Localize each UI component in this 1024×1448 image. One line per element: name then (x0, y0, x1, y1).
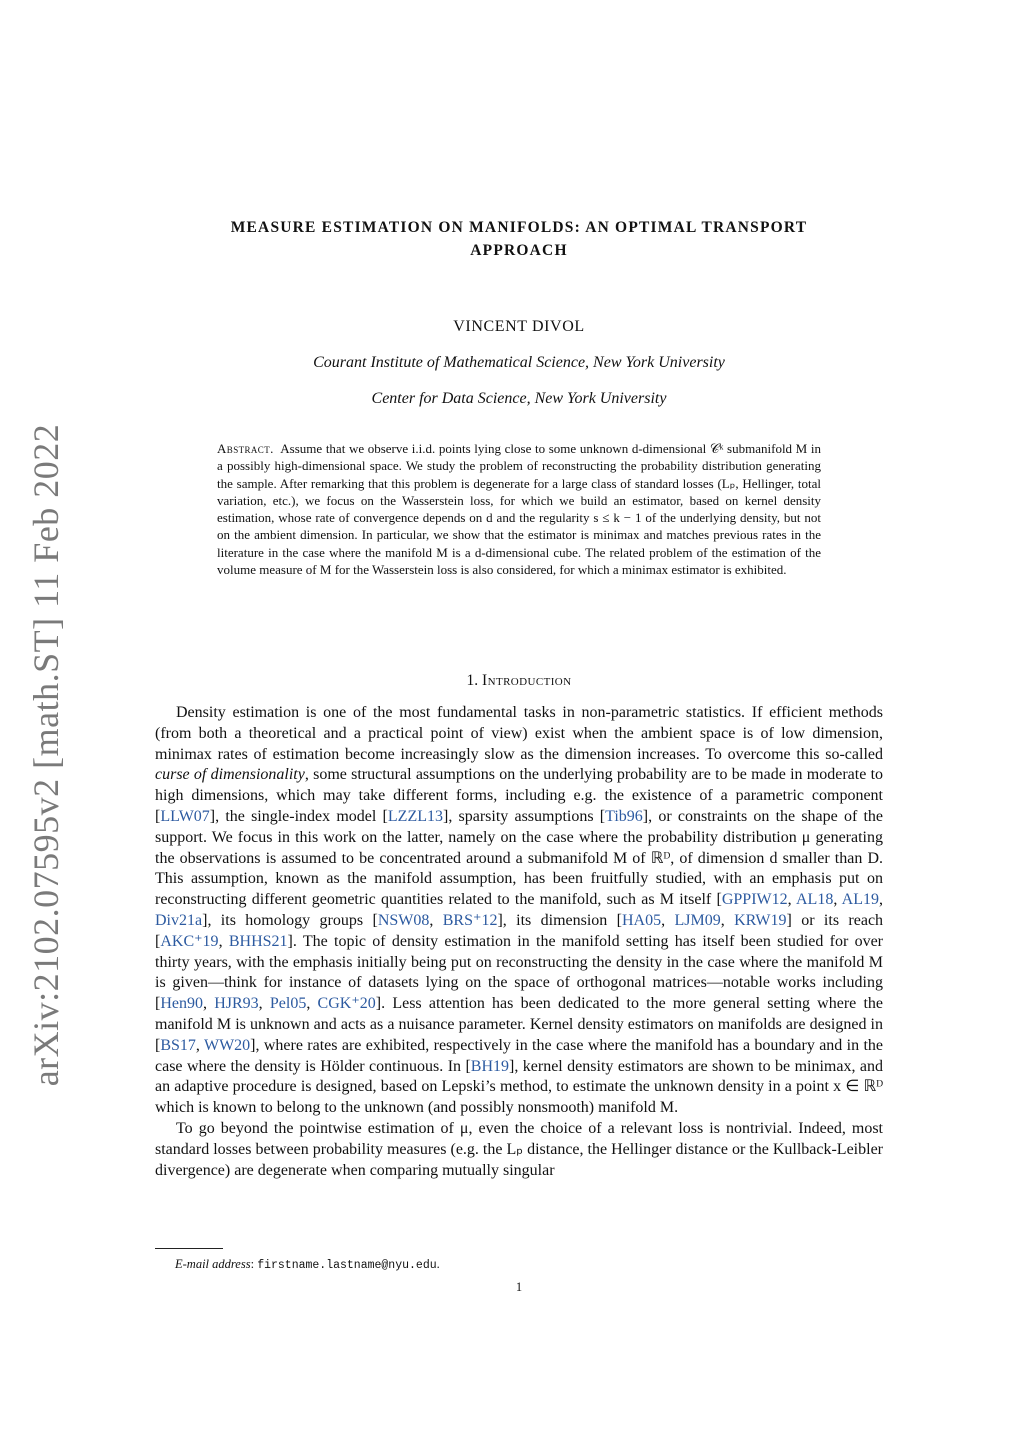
paragraph-text: , (202, 995, 215, 1013)
page-number: 1 (515, 1280, 523, 1294)
citation-link[interactable]: WW20 (203, 1036, 251, 1054)
paragraph-text: ], where rates are exhibited, respectively in the case where the manifold has a boundary and in the case where the density is Hölder continuous. In [ (155, 1036, 883, 1075)
paragraph-text: , (195, 1036, 204, 1054)
paragraph-2 (155, 1119, 883, 1181)
title-line-2: APPROACH (470, 242, 568, 259)
citation-link[interactable]: Div21a (155, 911, 203, 929)
affiliation-1: Courant Institute of Mathematical Science, New York University (313, 354, 725, 371)
affiliation-2: Center for Data Science, New York University (371, 390, 667, 407)
paragraph-text: ], or constraints on the shape of the support. We focus in this work on the latter, namely on the case where the probability distribution μ generating the observations is assumed to be concentrated around a submanifold M of ℝᴰ, of dimension d smaller than D. This assumption, known as the manifold assumption, has been fruitfully studied, with an emphasis put on reconstructing different geometric quantities related to the manifold, such as M itself [ (155, 807, 884, 909)
paragraph-text: , (306, 995, 318, 1013)
footnote: E-mail address: firstname.lastname@nyu.edu. (175, 1257, 440, 1272)
paragraph-text: ] or its reach [ (155, 911, 884, 950)
citation-link[interactable]: HA05 (621, 911, 662, 929)
footnote-rule (155, 1248, 223, 1249)
arxiv-id: arXiv:2102.07595v2 [math.ST] 11 Feb 2022 (26, 423, 66, 1087)
paragraph-text: , some structural assumptions on the underlying probability are to be made in moderate to high dimensions, which may take different forms, including e.g. the existence of a parametric component [ (155, 766, 884, 825)
paragraph-1 (155, 703, 883, 1119)
citation-link[interactable]: Pel05 (269, 995, 307, 1013)
title-line-1: MEASURE ESTIMATION ON MANIFOLDS: AN OPTIMAL TRANSPORT (230, 219, 808, 236)
emphasis-text: curse of dimensionality (155, 766, 305, 784)
paragraph-text: ], its homology groups [ (202, 911, 378, 929)
section-heading (150, 672, 888, 690)
citation-link[interactable]: BRS⁺12 (442, 911, 498, 929)
citation-link[interactable]: NSW08 (377, 911, 430, 929)
citation-link[interactable]: GPPIW12 (721, 891, 788, 909)
paragraph-text: ]. Less attention has been dedicated to the more general setting where the manifold M is unknown and acts as a nuisance parameter. Kernel density estimators on manifolds are designed in [ (155, 995, 884, 1054)
abstract-label: Abstract. (217, 441, 274, 456)
section-number: 1. (466, 672, 479, 689)
body-text (155, 703, 883, 1181)
citation-link[interactable]: Hen90 (160, 995, 203, 1013)
paper-title (150, 216, 888, 262)
citation-link[interactable]: LJM09 (674, 911, 721, 929)
paragraph-text: ]. The topic of density estimation in the manifold setting has itself been studied for over thirty years, with the emphasis initially being put on reconstructing the density in the case where the manifold M is given—think for instance of datasets lying on the space of orthogonal matrices—notable works including [ (155, 932, 884, 1013)
citation-link[interactable]: AL19 (841, 891, 879, 909)
citation-link[interactable]: BHHS21 (228, 932, 288, 950)
citation-link[interactable]: Tib96 (605, 807, 643, 825)
footnote-email: firstname.lastname@nyu.edu (257, 1259, 437, 1272)
paragraph-text: ], the single-index model [ (209, 807, 388, 825)
citation-link[interactable]: LZZL13 (387, 807, 443, 825)
author-name: VINCENT DIVOL (453, 318, 585, 335)
paragraph-text: Density estimation is one of the most fundamental tasks in non-parametric statistics. If efficient methods (from both a theoretical and a practical point of view) exist when the ambient space is of low dimension, minimax rates of estimation become increasingly slow as the dimension increases. To overcome this so-called (155, 704, 883, 763)
paragraph-text: , (720, 911, 735, 929)
citation-link[interactable]: AL18 (795, 891, 834, 909)
citation-link[interactable]: CGK⁺20 (317, 995, 376, 1013)
paragraph-text: ], sparsity assumptions [ (442, 807, 606, 825)
citation-link[interactable]: LLW07 (160, 807, 210, 825)
citation-link[interactable]: KRW19 (734, 911, 787, 929)
paragraph-text: ], its dimension [ (497, 911, 622, 929)
paragraph-text: , (429, 911, 443, 929)
citation-link[interactable]: BH19 (470, 1057, 510, 1075)
abstract (217, 440, 821, 578)
paragraph-text: , (258, 995, 270, 1013)
paragraph-text: , (218, 932, 229, 950)
paragraph-text: , (833, 891, 842, 909)
arxiv-sidebar-stamp (26, 423, 66, 1087)
citation-link[interactable]: BS17 (160, 1036, 196, 1054)
paragraph-text: , (787, 891, 796, 909)
paragraph-text: , (879, 891, 883, 909)
citation-link[interactable]: AKC⁺19 (160, 932, 219, 950)
paragraph-text: To go beyond the pointwise estimation of μ, even the choice of a relevant loss is nontrivial. Indeed, most standard losses between probability measures (e.g. the Lₚ distance, the Hellinger distance or the Kullback-Leibler divergence) are degenerate when comparing mutually singular (155, 1119, 883, 1179)
paragraph-text: ], kernel density estimators are shown to be minimax, and an adaptive procedure is designed, based on Lepski’s method, to estimate the unknown density in a point x ∈ ℝᴰ which is known to belong to the unknown (and possibly nonsmooth) manifold M. (155, 1057, 883, 1117)
section-title: Introduction (482, 672, 572, 689)
citation-link[interactable]: HJR93 (214, 995, 259, 1013)
abstract-text: Assume that we observe i.i.d. points lying close to some unknown d-dimensional 𝒞ᵏ submanifold M in a possibly high-dimensional space. We study the problem of reconstructing the probability distribution generating the sample. After remarking that this problem is degenerate for a large class of standard losses (Lₚ, Hellinger, total variation, etc.), we focus on the Wasserstein loss, for which we build an estimator, based on kernel density estimation, whose rate of convergence depends on d and the regularity s ≤ k − 1 of the underlying density, but not on the ambient dimension. In particular, we show that the estimator is minimax and matches previous rates in the literature in the case where the manifold M is a d-dimensional cube. The related problem of the estimation of the volume measure of M for the Wasserstein loss is also considered, for which a minimax estimator is exhibited. (217, 441, 821, 578)
paragraph-text: , (661, 911, 675, 929)
footnote-label: E-mail address (175, 1257, 251, 1271)
